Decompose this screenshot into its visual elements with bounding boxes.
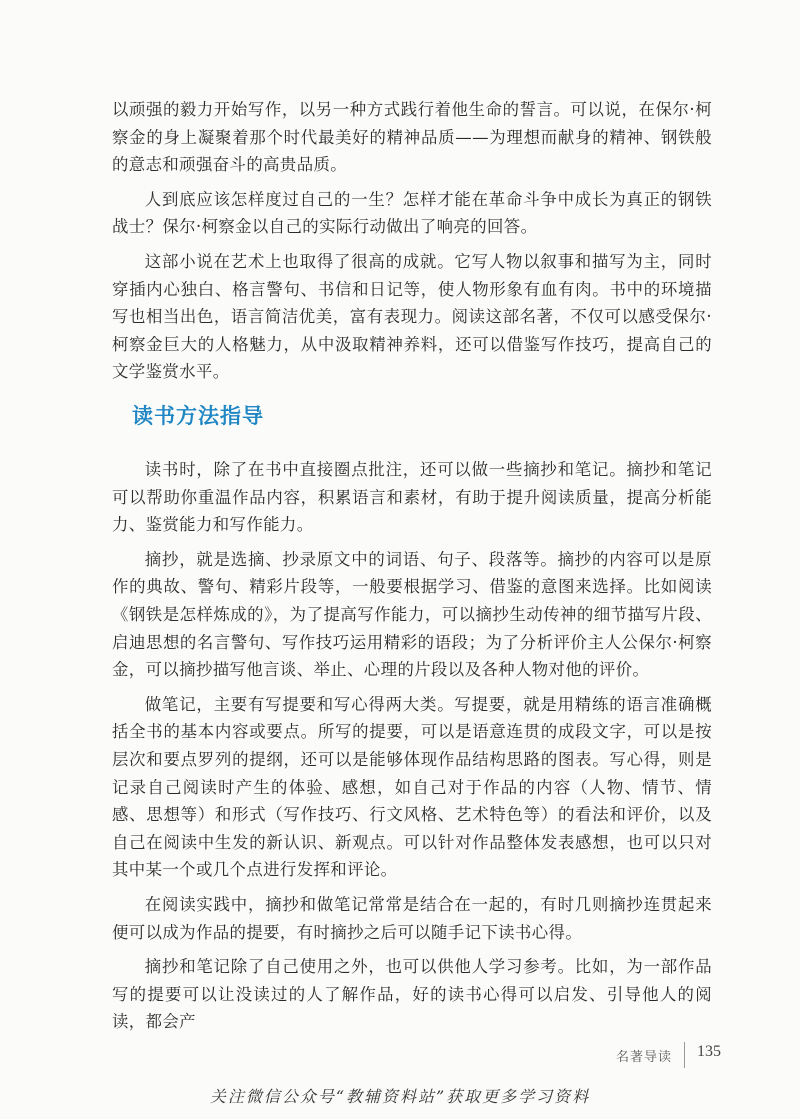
bottom-handwritten-note: 关注微信公众号“教辅资料站”获取更多学习资料: [209, 1087, 591, 1106]
method-paragraph-3: 做笔记，主要有写提要和写心得两大类。写提要，就是用精练的语言准确概括全书的基本内容或要点。所写的提要，可以是语意连贯的成段文字，可以是按层次和要点罗列的提纲，还可以是能够体现作品结构思路的图表。写心得，则是记录自己阅读时产生的体验、感想，如自己对于作品的内容（人物、情节、情感、思想等）和形式（写作技巧、行文风格、艺术特色等）的看法和评价，以及自己在阅读中生发的新认识、新观点。可以针对作品整体发表感想，也可以只对其中某一个或几个点进行发挥和评论。: [112, 694, 712, 880]
intro-paragraph-2: 人到底应该怎样度过自己的一生？怎样才能在革命斗争中成长为真正的钢铁战士？保尔·柯察金以自己的实际行动做出了响亮的回答。: [112, 189, 712, 237]
page-number: 135: [697, 1043, 721, 1060]
method-paragraph-1: 读书时，除了在书中直接圈点批注，还可以做一些摘抄和笔记。摘抄和笔记可以帮助你重温作品内容，积累语言和素材，有助于提升阅读质量，提高分析能力、鉴赏能力和写作能力。: [112, 460, 712, 535]
method-paragraph-4: 在阅读实践中，摘抄和做笔记常常是结合在一起的，有时几则摘抄连贯起来便可以成为作品的提要，有时摘抄之后可以随手记下读书心得。: [112, 894, 712, 942]
footer-divider: [684, 1042, 685, 1068]
intro-paragraph-1: 以顽强的毅力开始写作，以另一种方式践行着他生命的誓言。可以说，在保尔·柯察金的身上凝聚着那个时代最美好的精神品质——为理想而献身的精神、钢铁般的意志和顽强奋斗的高贵品质。: [112, 100, 712, 175]
method-paragraph-5: 摘抄和笔记除了自己使用之外，也可以供他人学习参考。比如，为一部作品写的提要可以让没读过的人了解作品，好的读书心得可以启发、引导他人的阅读，都会产: [112, 957, 712, 1032]
footer-label: 名著导读: [615, 1050, 672, 1065]
reading-method-block: [112, 456, 712, 1043]
page-footer: [0, 1040, 800, 1070]
method-paragraph-2: 摘抄，就是选摘、抄录原文中的词语、句子、段落等。摘抄的内容可以是原作的典故、警句、精彩片段等，一般要根据学习、借鉴的意图来选择。比如阅读《钢铁是怎样炼成的》，为了提高写作能力，可以摘抄生动传神的细节描写片段、启迪思想的名言警句、写作技巧运用精彩的语段；为了分析评价主人公保尔·柯察金，可以摘抄描写他言谈、举止、心理的片段以及各种人物对他的评价。: [112, 549, 712, 680]
intro-paragraph-3: 这部小说在艺术上也取得了很高的成就。它写人物以叙事和描写为主，同时穿插内心独白、格言警句、书信和日记等，使人物形象有血有肉。书中的环境描写也相当出色，语言简洁优美，富有表现力。阅读这部名著，不仅可以感受保尔·柯察金巨大的人格魅力，从中汲取精神养料，还可以借鉴写作技巧，提高自己的文学鉴赏水平。: [112, 251, 712, 382]
section-title: 读书方法指导: [132, 404, 264, 428]
intro-text-block: [112, 96, 712, 393]
